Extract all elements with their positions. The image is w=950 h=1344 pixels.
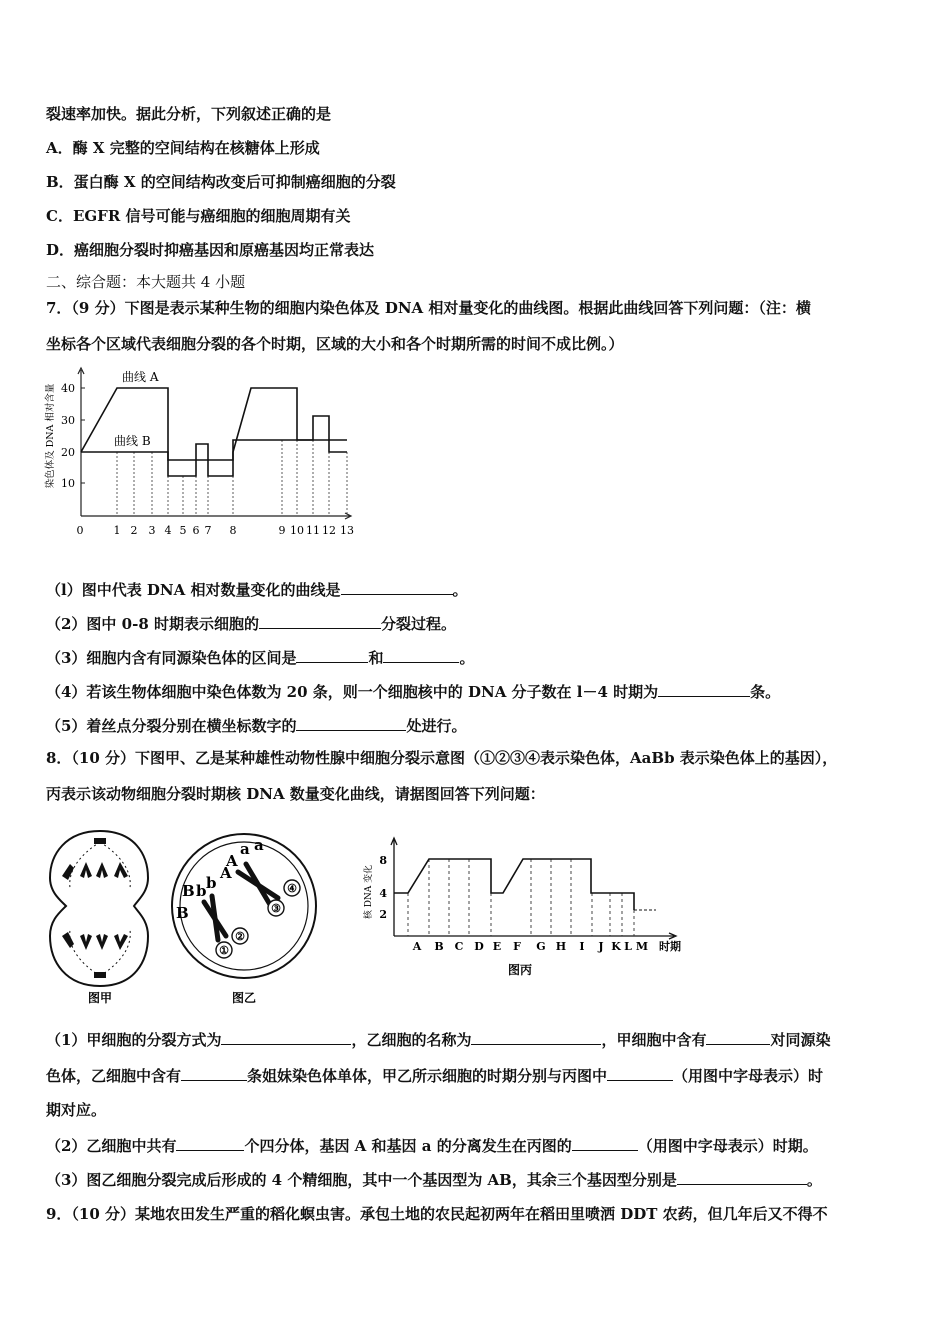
q8-item-1-blank-4[interactable] (181, 1064, 247, 1081)
q7-item-1-text: （l）图中代表 DNA 相对数量变化的曲线是 (46, 581, 341, 599)
q8-item-2-blank-2[interactable] (572, 1134, 638, 1151)
q7-item-3-end: 。 (459, 649, 475, 667)
fig-bing-xtick-H: H (555, 940, 567, 953)
q8-item-2-blank-1[interactable] (176, 1134, 244, 1151)
fig7-xtick-3: 3 (148, 524, 156, 537)
fig-bing-xtick-E: E (492, 940, 502, 953)
fig-yi-gene-b2: b (206, 874, 217, 892)
fig-bing-xtick-M: M (635, 940, 649, 953)
q7-item-5-blank[interactable] (296, 714, 406, 731)
fig-bing-xtick-L: L (624, 940, 632, 953)
fig7-xtick-12: 12 (322, 524, 336, 537)
fig-jia-chromosome-4 (114, 862, 128, 878)
fig7-curve-a (81, 388, 347, 460)
fig-jia-centriole-top (94, 838, 106, 844)
q7-stem-text1: 7．（9 分）下图是表示某种生物的细胞内染色体及 DNA 相对量变化的曲线图。根据此曲线回答下列问题：（注：横 (46, 299, 811, 317)
fig-yi-label-2: ② (235, 930, 245, 943)
q8-item-1-text-c: ，甲细胞中含有 (601, 1031, 707, 1049)
q9-stem-line1 (46, 1204, 828, 1224)
q8-item-3-blank[interactable] (677, 1168, 807, 1185)
q7-item-3-text: （3）细胞内含有同源染色体的区间是 (46, 649, 297, 667)
fig-bing-xtick-J: J (598, 940, 604, 953)
fig-yi-gene-B2: B (176, 904, 189, 922)
fig7-xtick-10: 10 (290, 524, 304, 537)
fig-jia-caption: 图甲 (87, 991, 113, 1005)
fig7-xtick-2: 2 (130, 524, 138, 537)
fig-jia-spindle-3 (70, 930, 100, 976)
option-d-text: D．癌细胞分裂时抑癌基因和原癌基因均正常表达 (46, 241, 375, 259)
fig-bing-ytick-2: 2 (379, 908, 387, 921)
fig-bing-x-label: 时期 (659, 940, 681, 953)
q8-item-1-text-f: 条姐妹染色体单体，甲乙所示细胞的时期分别与丙图中 (247, 1067, 608, 1085)
fig-bing-ytick-8: 8 (379, 854, 387, 867)
q7-item-4-text: （4）若该生物体细胞中染色体数为 20 条，则一个细胞核中的 DNA 分子数在 l－4 时期为 (46, 683, 659, 701)
fig-yi-gene-A1: A (226, 852, 238, 870)
q8-item-1-blank-3[interactable] (706, 1028, 770, 1045)
q8-item-3-text-a: （3）图乙细胞分裂完成后形成的 4 个精细胞，其中一个基因型为 AB，其余三个基因型分别是 (46, 1171, 677, 1189)
fig-yi-gene-B1: B (182, 882, 195, 900)
fig-bing-xtick-F: F (513, 940, 521, 953)
q8-item-1-text-h: 期对应。 (46, 1101, 107, 1119)
q8-item-1-text-a: （1）甲细胞的分裂方式为 (46, 1031, 222, 1049)
fig-jia-centriole-bottom (94, 972, 106, 978)
fig-yi-gene-a1: a (240, 840, 250, 858)
fig7-xtick-13: 13 (340, 524, 354, 537)
q8-stem-text2: 丙表示该动物细胞分裂时期核 DNA 数量变化曲线，请据图回答下列问题： (46, 785, 545, 803)
q8-item-1-blank-5[interactable] (607, 1064, 673, 1081)
fig7-xtick-6: 6 (192, 524, 200, 537)
q8-item-1-line2 (46, 1064, 823, 1086)
q7-item-4-blank[interactable] (658, 680, 750, 697)
fig-yi-label-3: ③ (271, 902, 281, 915)
fig-yi-caption: 图乙 (231, 991, 257, 1005)
fig-yi-label-1: ① (219, 944, 229, 957)
q8-stem-text1: 8．（10 分）下图甲、乙是某种雄性动物性腺中细胞分裂示意图（①②③④表示染色体，AaBb 表示染色体上的基因）， (46, 749, 838, 767)
fig-bing-chart (360, 834, 700, 984)
fig-jia-chromosome-5 (62, 932, 74, 948)
q8-item-2-text-c: （用图中字母表示）时期。 (637, 1137, 818, 1155)
q7-item-4 (46, 680, 780, 702)
option-c (46, 206, 351, 226)
fig-jia-chromosome-6 (80, 934, 92, 950)
fig-jia-chromosome-2 (80, 862, 92, 878)
fig7-xtick-1: 1 (113, 524, 121, 537)
fig-bing-xtick-I: I (579, 940, 585, 953)
fig7-xtick-11: 11 (306, 524, 320, 537)
q7-item-3 (46, 646, 474, 668)
q7-item-2-blank[interactable] (259, 612, 381, 629)
fig-yi-gene-A2: A (220, 864, 232, 882)
fig-bing-xtick-D: D (474, 940, 484, 953)
fig-bing-y-label: 核 DNA 变化 (364, 864, 374, 920)
q8-item-2-text-b: 个四分体，基因 A 和基因 a 的分离发生在丙图的 (244, 1137, 572, 1155)
fig7-xtick-4: 4 (164, 524, 172, 537)
fig7-curve-chart (44, 364, 364, 544)
q8-item-1-line3 (46, 1100, 106, 1120)
option-b (46, 172, 396, 192)
q7-stem-line1 (46, 298, 811, 318)
q8-item-3 (46, 1168, 822, 1190)
q7-item-2-end: 分裂过程。 (380, 615, 456, 633)
fig-yi-chromatid-4 (212, 896, 218, 940)
q8-stem-line1 (46, 748, 837, 768)
q7-item-3-and: 和 (368, 649, 384, 667)
fig-yi-cell (166, 826, 326, 1006)
option-c-text: C．EGFR 信号可能与癌细胞的细胞周期有关 (46, 207, 351, 225)
q7-item-5 (46, 714, 466, 736)
q8-stem-line2 (46, 784, 545, 804)
q7-stem-line2 (46, 334, 624, 354)
q7-stem-text2: 坐标各个区域代表细胞分裂的各个时期，区域的大小和各个时期所需的时间不成比例。） (46, 335, 624, 353)
q7-item-2 (46, 612, 456, 634)
fig-yi-gene-a2: a (254, 836, 264, 854)
fig7-ytick-label-40: 40 (61, 382, 75, 395)
q9-stem-text1: 9．（10 分）某地农田发生严重的稻化螟虫害。承包土地的农民起初两年在稻田里喷洒 DDT 农药，但几年后又不得不 (46, 1205, 828, 1223)
fig7-xtick-8: 8 (229, 524, 237, 537)
option-a-text: A．酶 X 完整的空间结构在核糖体上形成 (46, 139, 320, 157)
fig-bing-xtick-G: G (536, 940, 546, 953)
q7-item-1-end: 。 (452, 581, 468, 599)
fig-yi-gene-b1: b (196, 882, 207, 900)
fig7-xtick-7: 7 (204, 524, 212, 537)
section-heading (46, 272, 245, 292)
fig-jia-chromosome-7 (96, 934, 108, 950)
fig7-ytick-label-20: 20 (61, 446, 75, 459)
q8-item-1-text-g: （用图中字母表示）时 (673, 1067, 824, 1085)
fig-yi-chromatid-2 (246, 864, 272, 908)
q8-item-2-text-a: （2）乙细胞中共有 (46, 1137, 177, 1155)
fig7-xtick-9: 9 (278, 524, 286, 537)
fig-jia-membrane (50, 831, 148, 986)
fig7-curve-b-label: 曲线 B (114, 434, 151, 448)
q8-item-2 (46, 1134, 818, 1156)
q8-item-1-line1 (46, 1028, 831, 1050)
q7-item-1 (46, 578, 468, 600)
q8-item-3-end: 。 (806, 1171, 822, 1189)
text-line-continuation (46, 104, 331, 124)
q8-item-1-blank-2[interactable] (471, 1028, 601, 1045)
stem-text: 裂速率加快。据此分析，下列叙述正确的是 (46, 105, 332, 123)
fig7-ytick-label-30: 30 (61, 414, 75, 427)
q8-item-1-text-d: 对同源染 (770, 1031, 831, 1049)
fig-jia-spindle-2 (100, 842, 130, 888)
q7-item-5-end: 处进行。 (406, 717, 467, 735)
fig-bing-ytick-4: 4 (379, 887, 387, 900)
fig7-y-label: 染色体及 DNA 相对含量 (45, 383, 56, 489)
fig-bing-caption: 图丙 (507, 963, 533, 977)
fig-jia-chromosome-8 (114, 934, 128, 950)
q8-item-1-text-b: ，乙细胞的名称为 (351, 1031, 472, 1049)
fig7-ytick-label-10: 10 (61, 477, 75, 490)
q7-item-2-text: （2）图中 0-8 时期表示细胞的 (46, 615, 259, 633)
q8-item-1-blank-1[interactable] (221, 1028, 351, 1045)
q7-item-3-blank-2[interactable] (383, 646, 459, 663)
fig-yi-label-4: ④ (287, 882, 297, 895)
fig-yi-nucleus (180, 842, 308, 970)
q8-item-1-text-e: 色体，乙细胞中含有 (46, 1067, 182, 1085)
q7-item-4-end: 条。 (750, 683, 781, 701)
fig-bing-xtick-C: C (454, 940, 464, 953)
fig-bing-curve (394, 859, 634, 910)
fig7-curve-a-label: 曲线 A (122, 370, 159, 384)
option-b-text: B．蛋白酶 X 的空间结构改变后可抑制癌细胞的分裂 (46, 173, 396, 191)
q7-item-5-text: （5）着丝点分裂分别在横坐标数字的 (46, 717, 297, 735)
option-d (46, 240, 374, 260)
fig-jia-chromosome-3 (96, 862, 108, 878)
section-heading-text: 二、综合题：本大题共 4 小题 (46, 273, 246, 291)
fig-bing-xtick-A: A (412, 940, 422, 953)
option-a (46, 138, 320, 158)
fig7-xtick-0: 0 (76, 524, 84, 537)
q7-item-3-blank-1[interactable] (296, 646, 368, 663)
fig-jia-cell (44, 826, 156, 1006)
fig-bing-xtick-B: B (434, 940, 444, 953)
fig-bing-xtick-K: K (611, 940, 621, 953)
fig7-xtick-5: 5 (179, 524, 187, 537)
q7-item-1-blank[interactable] (341, 578, 453, 595)
